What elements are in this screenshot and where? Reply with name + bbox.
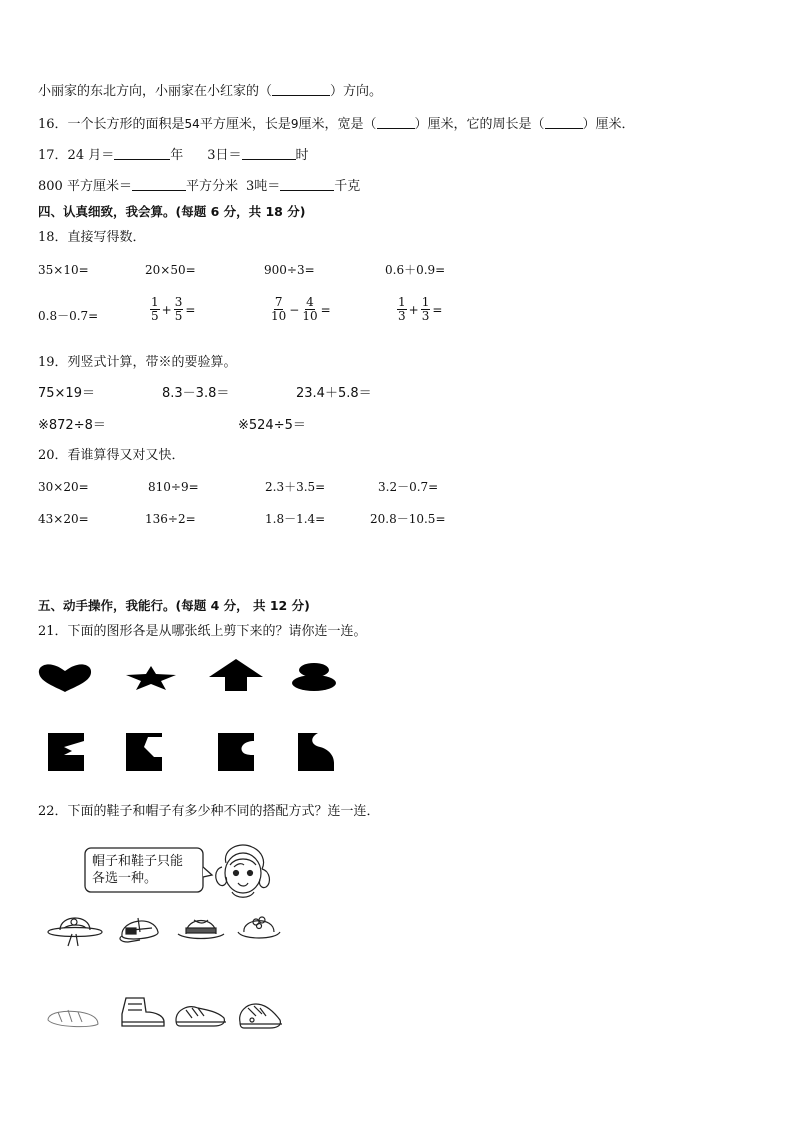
girl-icon (212, 843, 274, 901)
q18-fraction-problem (270, 296, 333, 323)
paper-with-curve-cut[interactable] (298, 733, 334, 771)
numerator: 1 (421, 295, 430, 309)
bonnet-icon[interactable] (236, 908, 282, 942)
section-4-heading: 四、认真细致，我会算。(每题 6 分，共 18 分) (38, 204, 306, 219)
denominator: 10 (271, 309, 287, 323)
q15-tail-line (38, 83, 382, 100)
q16-area-value: 54 (184, 117, 200, 131)
q15-text-after: ）方向。 (330, 84, 383, 99)
cloud-icon[interactable] (292, 663, 336, 691)
q16-length-value: 9 (290, 117, 299, 131)
q16-text: 平方厘米，长是 (199, 117, 291, 132)
q18-problem: 900÷3= (264, 263, 315, 277)
q20-problem: 20.8－10.5= (370, 512, 446, 526)
question-16 (38, 116, 635, 133)
answer-blank[interactable] (132, 178, 186, 191)
denominator: 5 (151, 309, 159, 323)
q18-problem: 0.8－0.7= (38, 309, 99, 323)
sun-hat-icon[interactable] (46, 908, 104, 948)
q19-problem: ※872÷8＝ (38, 418, 106, 433)
q18-problem: 20×50= (145, 263, 196, 277)
q17-text: 千克 (334, 179, 361, 194)
question-22-title: 22．下面的鞋子和帽子有多少种不同的搭配方式？连一连． (38, 804, 380, 819)
denominator: 3 (421, 309, 430, 323)
answer-blank[interactable] (242, 147, 296, 160)
q19-problem: ※524÷5＝ (238, 418, 306, 433)
q18-fraction-problem (150, 296, 197, 323)
answer-blank[interactable] (272, 83, 330, 96)
q17-text: 3吨＝ (245, 179, 281, 194)
paper-with-zigzag-cut[interactable] (48, 733, 84, 771)
answer-blank[interactable] (114, 147, 170, 160)
question-17-line-1 (38, 147, 309, 164)
q17-text: 年 (170, 148, 184, 163)
section-5-heading: 五、动手操作，我能行。(每题 4 分， 共 12 分) (38, 598, 310, 613)
q16-text: 厘米，宽是（ (298, 117, 377, 132)
fedora-icon[interactable] (176, 912, 226, 942)
fraction (301, 296, 318, 323)
question-17-line-2 (38, 178, 360, 195)
denominator: 5 (174, 309, 183, 323)
operator: + (408, 302, 419, 317)
q17-text: 时 (295, 148, 309, 163)
q19-problem: 8.3－3.8＝ (162, 386, 230, 401)
equals-sign: = (320, 302, 331, 317)
q18-fraction-problem (397, 296, 444, 323)
fraction (150, 296, 160, 323)
q20-problem: 1.8－1.4= (265, 512, 326, 526)
q15-text-before: 小丽家的东北方向，小丽家在小红家的（ (38, 84, 273, 99)
operator: − (289, 302, 300, 317)
q17-text: 17．24 月＝ (38, 148, 115, 163)
q20-problem: 2.3＋3.5= (265, 480, 326, 494)
heart-icon[interactable] (38, 663, 92, 693)
perimeter-answer-blank[interactable] (545, 116, 583, 129)
q16-text: ）厘米． (582, 117, 635, 132)
q17-text: 800 平方厘米＝ (38, 179, 132, 194)
fraction (397, 296, 407, 323)
q20-problem: 810÷9= (148, 480, 199, 494)
q16-text: ）厘米，它的周长是（ (414, 117, 545, 132)
boot-icon[interactable] (118, 994, 168, 1030)
q20-problem: 43×20= (38, 512, 89, 526)
question-20-title: 20．看谁算得又对又快． (38, 448, 185, 463)
sneaker-icon[interactable] (174, 996, 228, 1030)
fraction (270, 296, 287, 323)
numerator: 1 (151, 295, 159, 309)
q17-text: 平方分米 (185, 179, 238, 194)
q18-problem: 0.6＋0.9= (385, 263, 446, 277)
q17-text: 3日＝ (207, 148, 242, 163)
numerator: 3 (174, 295, 183, 309)
q20-problem: 30×20= (38, 480, 89, 494)
q18-problem: 35×10= (38, 263, 89, 277)
numerator: 1 (398, 295, 406, 309)
tree-icon[interactable] (209, 659, 263, 691)
speech-bubble-text (92, 853, 183, 887)
q19-problem: 75×19＝ (38, 386, 95, 401)
question-21-title: 21．下面的图形各是从哪张纸上剪下来的？请你连一连。 (38, 624, 367, 639)
q19-problem: 23.4＋5.8＝ (296, 386, 372, 401)
question-19-title: 19．列竖式计算，带※的要验算。 (38, 355, 237, 370)
numerator: 4 (306, 295, 314, 309)
answer-blank[interactable] (280, 178, 334, 191)
fraction (421, 296, 431, 323)
slipper-icon[interactable] (46, 1000, 100, 1030)
denominator: 10 (302, 309, 318, 323)
cap-icon[interactable] (118, 910, 164, 944)
fraction (174, 296, 184, 323)
equals-sign: = (185, 302, 196, 317)
operator: + (161, 302, 172, 317)
star-icon[interactable] (126, 666, 176, 690)
paper-with-round-cut[interactable] (218, 733, 254, 771)
paper-with-step-cut[interactable] (126, 733, 162, 771)
numerator: 7 (274, 295, 283, 309)
sport-shoe-icon[interactable] (236, 996, 284, 1032)
equals-sign: = (432, 302, 443, 317)
bubble-line: 帽子和鞋子只能 (92, 854, 184, 869)
denominator: 3 (398, 309, 406, 323)
q20-problem: 3.2－0.7= (378, 480, 439, 494)
question-18-title: 18．直接写得数． (38, 230, 146, 245)
width-answer-blank[interactable] (377, 116, 415, 129)
q16-text: 16．一个长方形的面积是 (38, 117, 185, 132)
q20-problem: 136÷2= (145, 512, 196, 526)
bubble-line: 各选一种。 (92, 871, 158, 886)
